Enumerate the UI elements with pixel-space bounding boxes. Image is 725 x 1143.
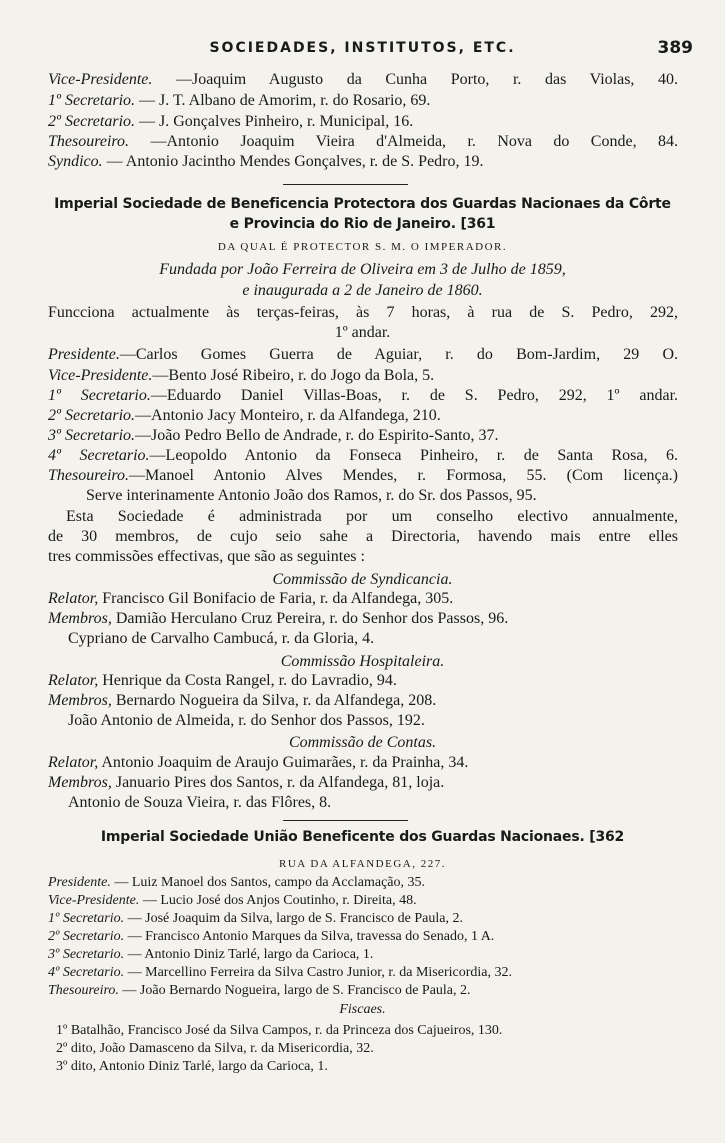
page-header: [0, 40, 725, 62]
commission-line: Relator, Henrique da Costa Rangel, r. do Lavradio, 94.: [48, 672, 397, 689]
officer-line: Thesoureiro. —Antonio Joaquim Vieira d'Almeida, r. Nova do Conde, 84.: [48, 133, 678, 150]
section-divider: [283, 820, 408, 821]
officer-line: Presidente.—Carlos Gomes Guerra de Aguiar, r. do Bom-Jardim, 29 O.: [48, 346, 678, 363]
officer-line: 4º Secretario. — Marcellino Ferreira da Silva Castro Junior, r. da Misericordia, 32.: [48, 965, 512, 980]
officer-line: 2º Secretario. — J. Gonçalves Pinheiro, r. Municipal, 16.: [48, 113, 414, 130]
officer-line: Presidente. — Luiz Manoel dos Santos, campo da Acclamação, 35.: [48, 875, 425, 890]
officer-line: 1º Secretario. — J. T. Albano de Amorim, r. do Rosario, 69.: [48, 92, 431, 109]
admin-text: tres commissões effectivas, que são as seguintes :: [48, 548, 365, 565]
fiscal-line: 3º dito, Antonio Diniz Tarlé, largo da Carioca, 1.: [56, 1059, 328, 1074]
officer-line: Vice-Presidente. —Joaquim Augusto da Cunha Porto, r. das Violas, 40.: [48, 71, 678, 88]
officer-line: 3º Secretario. — Antonio Diniz Tarlé, largo da Carioca, 1.: [48, 947, 374, 962]
officer-line: 4º Secretario.—Leopoldo Antonio da Fonseca Pinheiro, r. de Santa Rosa, 6.: [48, 447, 678, 464]
officer-line: 2º Secretario.—Antonio Jacy Monteiro, r. da Alfandega, 210.: [48, 407, 441, 424]
meeting-line: 1º andar.: [334, 324, 391, 341]
commission-line: Membros, Januario Pires dos Santos, r. da Alfandega, 81, loja.: [48, 774, 445, 791]
officer-line: Thesoureiro. — João Bernardo Nogueira, largo de S. Francisco de Paula, 2.: [48, 983, 471, 998]
officer-line: Vice-Presidente.—Bento José Ribeiro, r. do Jogo da Bola, 5.: [48, 367, 435, 384]
officer-line: Vice-Presidente. — Lucio José dos Anjos Coutinho, r. Direita, 48.: [48, 893, 417, 908]
officer-line: Syndico. — Antonio Jacintho Mendes Gonçalves, r. de S. Pedro, 19.: [48, 153, 484, 170]
officer-line: 2º Secretario. — Francisco Antonio Marques da Silva, travessa do Senado, 1 A.: [48, 929, 495, 944]
commission-line: João Antonio de Almeida, r. do Senhor dos Passos, 192.: [68, 712, 425, 729]
admin-text: de 30 membros, de cujo seio sahe a Directoria, havendo mais entre elles: [48, 528, 678, 545]
commission-line: Membros, Damião Herculano Cruz Pereira, r. do Senhor dos Passos, 96.: [48, 610, 509, 627]
meeting-line: Funcciona actualmente às terças-feiras, às 7 horas, à rua de S. Pedro, 292,: [48, 304, 678, 321]
society-address: RUA DA ALFANDEGA, 227.: [279, 858, 446, 870]
fiscal-line: 2º dito, João Damasceno da Silva, r. da Misericordia, 32.: [56, 1041, 374, 1056]
fiscaes-title: Fiscaes.: [339, 1002, 386, 1017]
running-title: SOCIEDADES, INSTITUTOS, ETC.: [209, 40, 516, 56]
admin-text: Esta Sociedade é administrada por um conselho electivo annualmente,: [66, 508, 678, 525]
officer-line: 1º Secretario. — José Joaquim da Silva, largo de S. Francisco de Paula, 2.: [48, 911, 463, 926]
commission-line: Antonio de Souza Vieira, r. das Flôres, 8.: [68, 794, 332, 811]
officer-line: Thesoureiro.—Manoel Antonio Alves Mendes, r. Formosa, 55. (Com licença.): [48, 467, 678, 484]
officer-line: 1º Secretario.—Eduardo Daniel Villas-Boas, r. de S. Pedro, 292, 1º andar.: [48, 387, 679, 404]
commission-title: Commissão de Syndicancia.: [272, 571, 453, 588]
protector-line: DA QUAL É PROTECTOR S. M. O IMPERADOR.: [217, 241, 508, 253]
fiscal-line: 1º Batalhão, Francisco José da Silva Campos, r. da Princeza dos Cajueiros, 130.: [56, 1023, 503, 1038]
commission-line: Relator, Antonio Joaquim de Araujo Guimarães, r. da Prainha, 34.: [48, 754, 469, 771]
commission-title: Commissão de Contas.: [288, 734, 437, 751]
commission-line: Membros, Bernardo Nogueira da Silva, r. da Alfandega, 208.: [48, 692, 437, 709]
society-title: Imperial Sociedade União Beneficente dos Guardas Nacionaes. [362: [100, 829, 625, 845]
commission-line: Cypriano de Carvalho Cambucá, r. da Gloria, 4.: [68, 630, 375, 647]
section-divider: [283, 184, 408, 185]
page-number: 389: [657, 38, 693, 58]
founded-line: Fundada por João Ferreira de Oliveira em 3 de Julho de 1859,: [159, 261, 566, 278]
founded-line: e inaugurada a 2 de Janeiro de 1860.: [242, 282, 483, 299]
commission-title: Commissão Hospitaleira.: [280, 653, 445, 670]
society-title: Imperial Sociedade de Beneficencia Protectora dos Guardas Nacionaes da Côrte: [54, 196, 671, 212]
officer-line: 3º Secretario.—João Pedro Bello de Andrade, r. do Espirito-Santo, 37.: [48, 427, 499, 444]
interim-line: Serve interinamente Antonio João dos Ramos, r. do Sr. dos Passos, 95.: [86, 487, 537, 504]
society-title-cont: e Provincia do Rio de Janeiro. [361: [229, 216, 496, 232]
commission-line: Relator, Francisco Gil Bonifacio de Faria, r. da Alfandega, 305.: [48, 590, 454, 607]
